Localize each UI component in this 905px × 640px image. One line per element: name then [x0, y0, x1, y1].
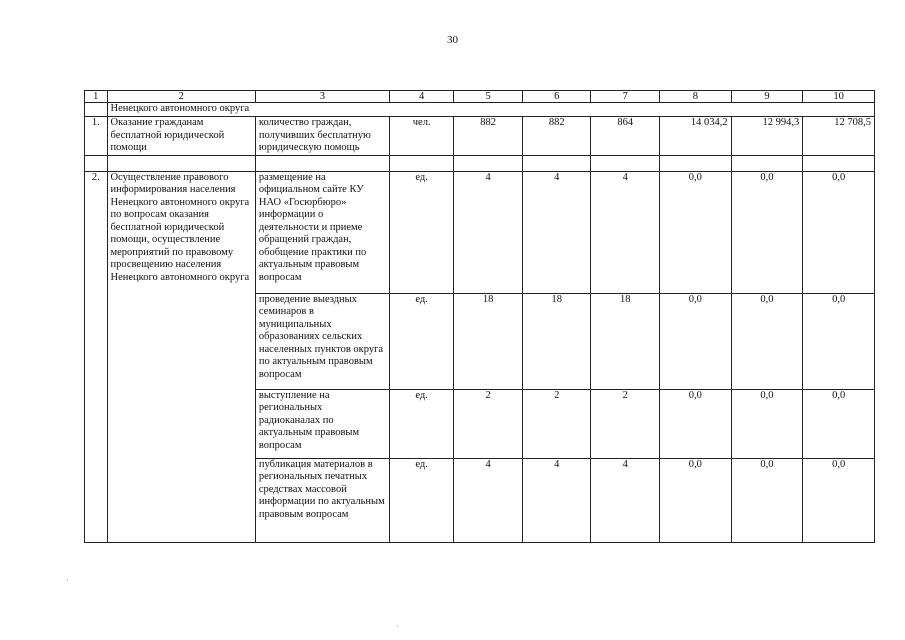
value-cell: 882	[454, 117, 523, 156]
column-number: 9	[731, 91, 803, 103]
column-number: 2	[107, 91, 255, 103]
indicator-name: публикация материалов в региональных печатных средствах массовой информации по актуальным правовым вопросам	[255, 458, 389, 542]
row-number: 2.	[85, 171, 108, 542]
column-number: 6	[522, 91, 591, 103]
column-number-row	[85, 91, 875, 103]
finance-cell: 0,0	[660, 389, 732, 458]
finance-cell: 12 994,3	[731, 117, 803, 156]
value-cell: 4	[454, 171, 523, 293]
finance-cell: 0,0	[660, 171, 732, 293]
finance-cell: 14 034,2	[660, 117, 732, 156]
column-number: 7	[591, 91, 660, 103]
unit-cell: чел.	[389, 117, 453, 156]
finance-cell: 0,0	[803, 458, 875, 542]
empty-cell	[85, 103, 108, 117]
column-number: 3	[255, 91, 389, 103]
value-cell: 4	[522, 458, 591, 542]
finance-cell: 0,0	[731, 171, 803, 293]
finance-cell: 12 708,5	[803, 117, 875, 156]
table-row	[85, 117, 875, 156]
scan-speck: ·	[66, 576, 69, 585]
finance-cell: 0,0	[803, 389, 875, 458]
unit-cell: ед.	[389, 171, 453, 293]
indicator-name: проведение выездных семинаров в муниципальных образованиях сельских населенных пунктов округа по актуальным правовым вопросам	[255, 293, 389, 389]
value-cell: 864	[591, 117, 660, 156]
unit-cell: ед.	[389, 389, 453, 458]
finance-cell: 0,0	[660, 293, 732, 389]
value-cell: 2	[522, 389, 591, 458]
finance-cell: 0,0	[803, 171, 875, 293]
value-cell: 18	[522, 293, 591, 389]
column-number: 1	[85, 91, 108, 103]
finance-cell: 0,0	[731, 293, 803, 389]
value-cell: 882	[522, 117, 591, 156]
indicator-name: количество граждан, получивших бесплатную юридическую помощь	[255, 117, 389, 156]
data-table	[84, 90, 875, 543]
measure-name: Осуществление правового информирования населения Ненецкого автономного округа по вопросам оказания бесплатной юридической помощи, осуществление мероприятий по правовому просвещению населения Ненецкого автономного округа	[107, 171, 255, 542]
measure-name: Оказание гражданам бесплатной юридической помощи	[107, 117, 255, 156]
scan-speck: ·	[396, 622, 399, 631]
value-cell: 4	[591, 171, 660, 293]
table-row	[85, 171, 875, 293]
value-cell: 18	[591, 293, 660, 389]
row-number: 1.	[85, 117, 108, 156]
column-number: 10	[803, 91, 875, 103]
value-cell: 4	[591, 458, 660, 542]
indicator-name: размещение на официальном сайте КУ НАО «Госюрбюро» информации о деятельности и приеме обращений граждан, обобщение практики по актуальным правовым вопросам	[255, 171, 389, 293]
unit-cell: ед.	[389, 293, 453, 389]
column-number: 5	[454, 91, 523, 103]
page-number: 30	[447, 34, 458, 46]
value-cell: 2	[454, 389, 523, 458]
finance-cell: 0,0	[731, 389, 803, 458]
column-number: 8	[660, 91, 732, 103]
spacer-row	[85, 155, 875, 171]
finance-cell: 0,0	[660, 458, 732, 542]
value-cell: 4	[522, 171, 591, 293]
region-row	[85, 103, 875, 117]
value-cell: 18	[454, 293, 523, 389]
value-cell: 2	[591, 389, 660, 458]
region-label: Ненецкого автономного округа	[107, 103, 875, 117]
finance-cell: 0,0	[803, 293, 875, 389]
finance-cell: 0,0	[731, 458, 803, 542]
indicator-name: выступление на региональных радиоканалах по актуальным правовым вопросам	[255, 389, 389, 458]
unit-cell: ед.	[389, 458, 453, 542]
column-number: 4	[389, 91, 453, 103]
value-cell: 4	[454, 458, 523, 542]
